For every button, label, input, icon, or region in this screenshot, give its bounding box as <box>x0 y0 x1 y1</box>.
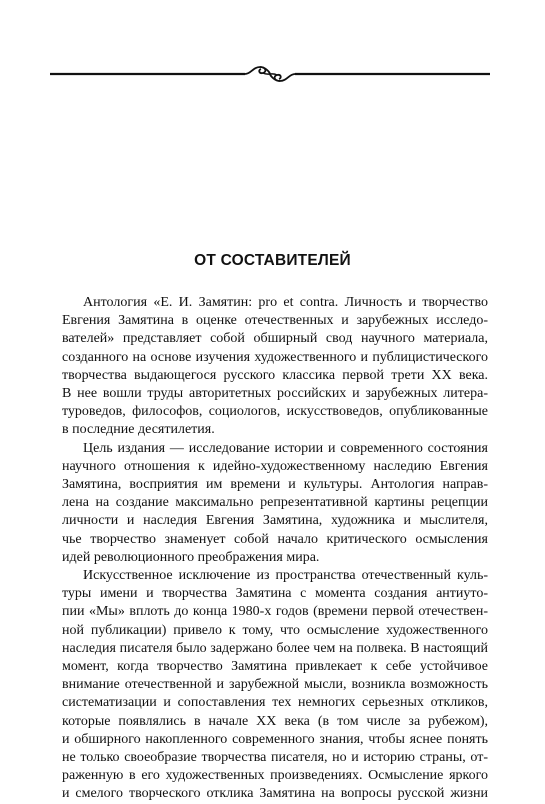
paragraph <box>62 440 488 567</box>
text-line: момент, когда творчество Замятина привлекает к себе устойчивое <box>62 659 488 675</box>
text-line: научного отношения к идейно-художественному наследию Евгения <box>62 458 488 474</box>
text-line: идей революционного преображения мира. <box>62 549 320 565</box>
text-line: Евгения Замятина в оценке отечественных и зарубежных исследо- <box>62 313 488 329</box>
text-line: в последние десятилетия. <box>62 422 215 438</box>
text-line: Замятина, восприятия им времени и культуры. Антология направ- <box>62 477 488 493</box>
paragraph <box>62 294 488 440</box>
text-line: личности и наследия Евгения Замятина, художника и мыслителя, <box>62 513 488 529</box>
text-line: которые появлялись в начале XX века (в том числе за рубежом), <box>62 713 488 729</box>
text-line: и обширного накопленного современного знания, чтобы яснее понять <box>62 731 488 747</box>
text-line: созданного на основе изучения художественного и публицистического <box>62 349 488 365</box>
text-line: пии «Мы» вплоть до конца 1980-х годов (времени первой отечествен- <box>62 604 488 620</box>
text-line: туроведов, философов, социологов, искусствоведов, опубликованные <box>62 404 488 420</box>
flourish-divider-icon <box>50 59 490 89</box>
text-line: ной публикации) привело к тому, что осмысление художественного <box>62 622 488 638</box>
text-line: раженную в его художественных произведениях. Осмысление яркого <box>62 768 488 784</box>
text-line: чье творчество знаменует собой начало критического осмысления <box>62 531 488 547</box>
text-line: вателей» представляет собой обширный свод научного материала, <box>62 331 488 347</box>
text-line: Искусственное исключение из пространства отечественный куль- <box>83 568 488 584</box>
text-line: внимание отечественной и зарубежной мысли, возникла возможность <box>62 677 488 693</box>
page-title: ОТ СОСТАВИТЕЛЕЙ <box>194 252 351 269</box>
text-line: туры имени и творчества Замятина с момента создания антиуто- <box>62 586 488 602</box>
text-line: Цель издания — исследование истории и современного состояния <box>83 440 488 456</box>
text-line: Антология «Е. И. Замятин: pro et contra. Личность и творчество <box>83 295 488 310</box>
text-line: В нее вошли труды авторитетных российских и зарубежных литера- <box>62 386 488 402</box>
paragraph <box>62 567 488 804</box>
text-line: не только своеобразие творчества писателя, но и историю страны, от- <box>62 750 488 766</box>
text-line: наследия писателя было задержано более чем на полвека. В настоящий <box>62 640 488 656</box>
text-line: систематизации и сопоставления тех немногих серьезных откликов, <box>62 695 488 711</box>
text-line: лена на создание максимально репрезентативной картины рецепции <box>62 495 488 511</box>
article-body <box>62 294 488 804</box>
text-line: и смелого творческого отклика Замятина на вопросы русской жизни <box>62 786 488 802</box>
text-line: творчества выдающегося русского классика первой трети XX века. <box>62 367 488 383</box>
